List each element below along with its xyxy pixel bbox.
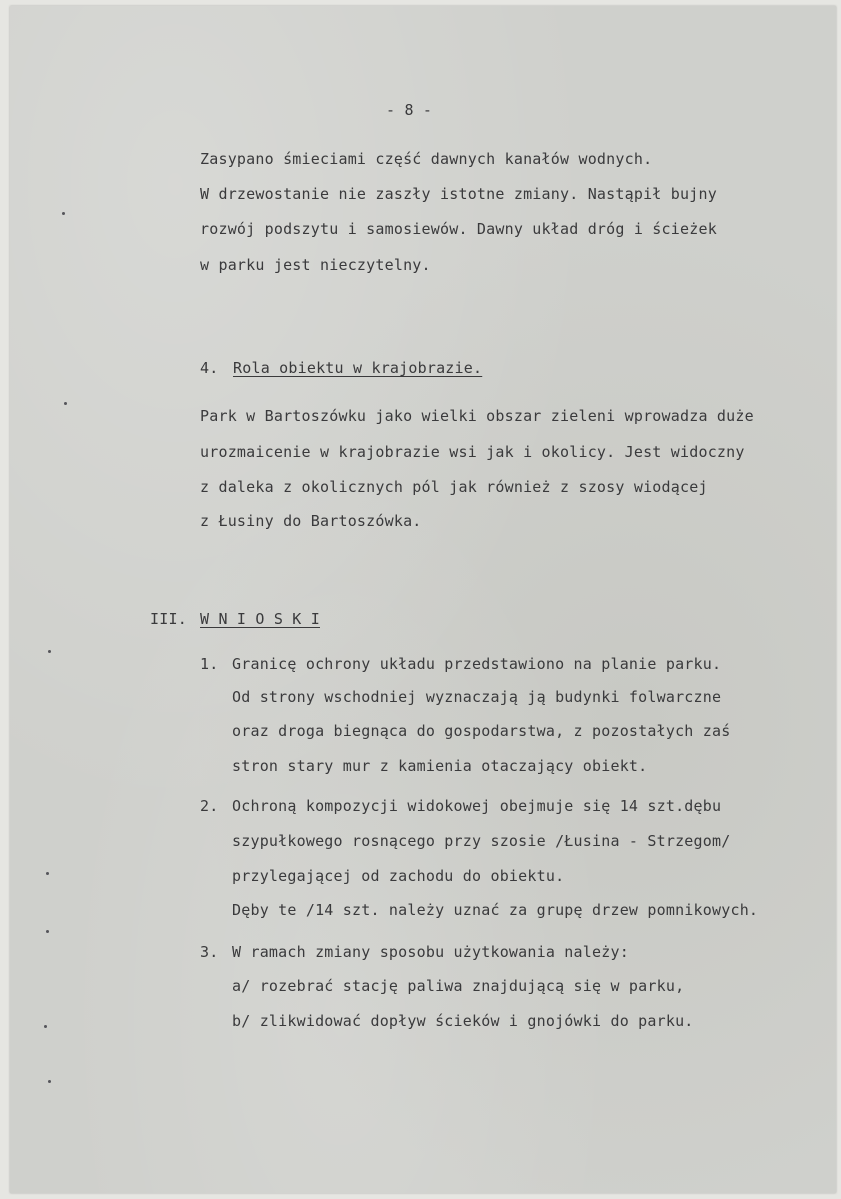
- section-4-title: Rola obiektu w krajobrazie.: [233, 359, 483, 377]
- list-item-number: 1.: [200, 655, 219, 673]
- section-III-number: III.: [150, 610, 187, 628]
- margin-speck: [62, 212, 65, 215]
- paragraph-line: W drzewostanie nie zaszły istotne zmiany. Nastąpił bujny: [200, 185, 717, 203]
- margin-speck: [46, 872, 49, 875]
- list-item-line: W ramach zmiany sposobu użytkowania należy:: [232, 943, 629, 961]
- page-number: - 8 -: [386, 101, 433, 119]
- list-item-line: szypułkowego rosnącego przy szosie /Łusina - Strzegom/: [232, 832, 731, 850]
- list-item-number: 2.: [200, 797, 219, 815]
- paragraph-line: Zasypano śmieciami część dawnych kanałów wodnych.: [200, 150, 653, 168]
- section-4-number: 4.: [200, 359, 219, 377]
- list-item-line: b/ zlikwidować dopływ ścieków i gnojówki do parku.: [232, 1012, 694, 1030]
- paragraph-line: w parku jest nieczytelny.: [200, 256, 431, 274]
- paragraph-line: urozmaicenie w krajobrazie wsi jak i okolicy. Jest widoczny: [200, 443, 745, 461]
- margin-speck: [46, 930, 49, 933]
- list-item-number: 3.: [200, 943, 219, 961]
- margin-speck: [48, 1080, 51, 1083]
- margin-speck: [48, 650, 51, 653]
- margin-speck: [44, 1025, 47, 1028]
- list-item-line: a/ rozebrać stację paliwa znajdującą się w parku,: [232, 977, 685, 995]
- list-item-line: stron stary mur z kamienia otaczający obiekt.: [232, 757, 648, 775]
- margin-speck: [64, 402, 67, 405]
- paragraph-line: z daleka z okolicznych pól jak również z szosy wiodącej: [200, 478, 708, 496]
- list-item-line: przylegającej od zachodu do obiektu.: [232, 867, 565, 885]
- list-item-line: Od strony wschodniej wyznaczają ją budynki folwarczne: [232, 688, 722, 706]
- section-III-title: W N I O S K I: [200, 610, 320, 628]
- list-item-line: Granicę ochrony układu przedstawiono na planie parku.: [232, 655, 722, 673]
- paragraph-line: rozwój podszytu i samosiewów. Dawny układ dróg i ścieżek: [200, 220, 717, 238]
- paragraph-line: z Łusiny do Bartoszówka.: [200, 512, 422, 530]
- list-item-line: oraz droga biegnąca do gospodarstwa, z pozostałych zaś: [232, 722, 731, 740]
- paragraph-line: Park w Bartoszówku jako wielki obszar zieleni wprowadza duże: [200, 407, 754, 425]
- list-item-line: Ochroną kompozycji widokowej obejmuje się 14 szt.dębu: [232, 797, 722, 815]
- list-item-line: Dęby te /14 szt. należy uznać za grupę drzew pomnikowych.: [232, 901, 759, 919]
